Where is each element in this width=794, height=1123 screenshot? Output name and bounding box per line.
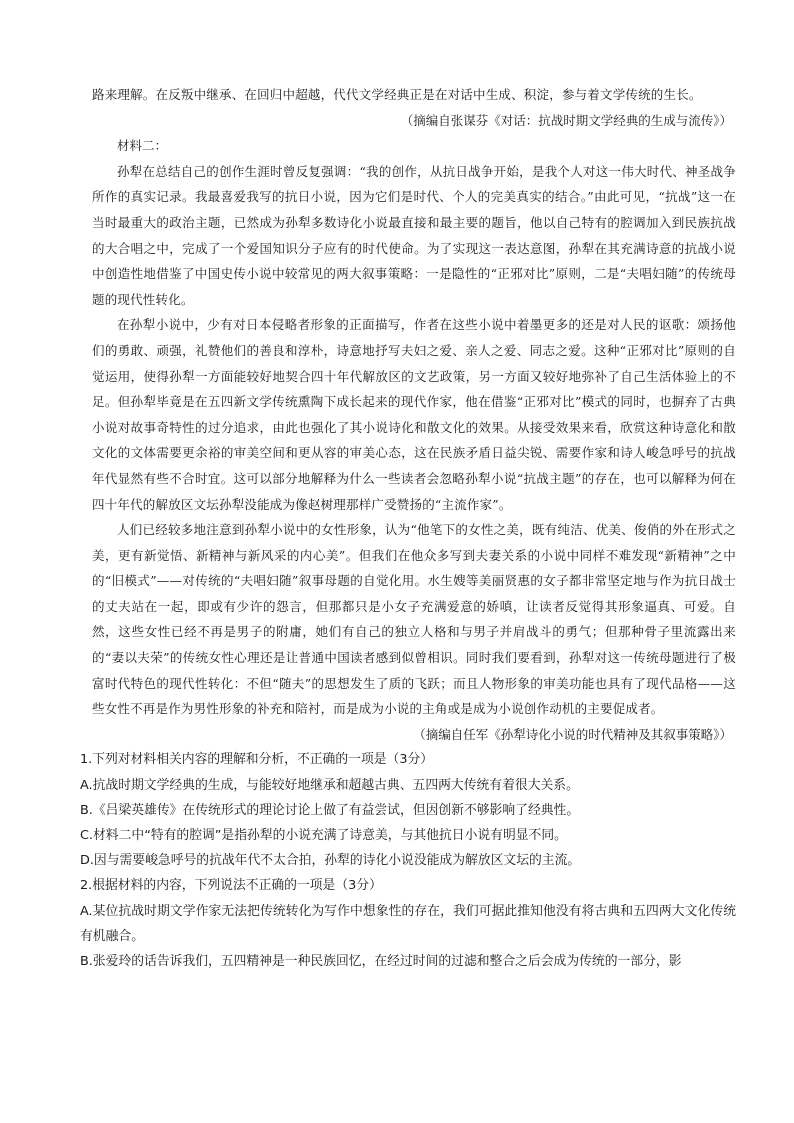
question-1	[80, 747, 736, 873]
question-1-option-c: C.材料二中“特有的腔调”是指孙犁的小说充满了诗意美，与其他抗日小说有明显不同。	[80, 828, 567, 844]
question-2	[80, 873, 736, 974]
material-2-paragraph-3: 人们已经较多地注意到孙犁小说中的女性形象，认为“他笔下的女性之美，既有纯洁、优美、俊俏的外在形式之美，更有新觉悟、新精神与新风采的内心美”。但我们在他众多写到夫妻关系的小说中同样不难发现“新精神”之中的“旧模式”——对传统的“夫唱妇随”叙事母题的自觉化用。水生嫂等美丽贤惠的女子都非常坚定地与作为抗日战士的丈夫站在一起，即或有少许的怨言，但那都只是小女子充满爱意的娇嗔，让读者反觉得其形象逼真、可爱。自然，这些女性已经不再是男子的附庸，她们有自己的独立人格和与男子并肩战斗的勇气；但那种骨子里流露出来的“妻以夫荣”的传统女性心理还是让普通中国读者感到似曾相识。同时我们要看到，孙犁对这一传统母题进行了极富时代特色的现代性转化：不但“随夫”的思想发生了质的飞跃；而且人物形象的审美功能也具有了现代品格——这些女性不再是作为男性形象的补充和陪衬，而是成为小说的主角或是成为小说创作动机的主要促成者。	[92, 522, 736, 717]
question-1-option-d: D.因与需要峻急呼号的抗战年代不太合拍，孙犁的诗化小说没能成为解放区文坛的主流。	[80, 853, 581, 869]
material-2-paragraph-2: 在孙犁小说中，少有对日本侵略者形象的正面描写，作者在这些小说中着墨更多的还是对人民的讴歌：颂扬他们的勇敢、顽强，礼赞他们的善良和淳朴，诗意地抒写夫妇之爱、亲人之爱、同志之爱。这种“正邪对比”原则的自觉运用，使得孙犁一方面能较好地契合四十年代解放区的文艺政策，另一方面又较好地弥补了自己生活体验上的不足。但孙犁毕竟是在五四新文学传统熏陶下成长起来的现代作家，他在借鉴“正邪对比”模式的同时，也摒弃了古典小说对故事奇特性的过分追求，由此也强化了其小说诗化和散文化的效果。从接受效果来看，欣赏这种诗意化和散文化的文体需要更余裕的审美空间和更从容的审美心态，这在民族矛盾日益尖锐、需要作家和诗人峻急呼号的抗战年代显然有些不合时宜。这可以部分地解释为什么一些读者会忽略孙犁小说“抗战主题”的存在，也可以解释为何在四十年代的解放区文坛孙犁没能成为像赵树理那样广受赞扬的“主流作家”。	[92, 317, 736, 512]
material-2-heading: 材料二：	[117, 138, 168, 154]
question-2-option-b: B.张爱玲的话告诉我们，五四精神是一种民族回忆，在经过时间的过滤和整合之后会成为传统的一部分，影	[80, 954, 682, 970]
passage-continuation: 路来理解。在反叛中继承、在回归中超越，代代文学经典正是在对话中生成、积淀，参与着文学传统的生长。	[92, 87, 702, 102]
source-citation-1: （摘编自张谋芬《对话：抗战时期文学经典的生成与流传》）	[400, 112, 732, 128]
question-2-stem: 2.根据材料的内容，下列说法不正确的一项是（3分）	[80, 878, 382, 894]
source-citation-2: （摘编自任军《孙犁诗化小说的时代精神及其叙事策略》）	[413, 726, 732, 742]
question-2-option-a: A.某位抗战时期文学作家无法把传统转化为写作中想象性的存在，我们可据此推知他没有将古典和五四两大文化传统有机融合。	[80, 903, 736, 944]
material-2-paragraph-1: 孙犁在总结自己的创作生涯时曾反复强调：“我的创作，从抗日战争开始，是我个人对这一伟大时代、神圣战争所作的真实记录。我最喜爱我写的抗日小说，因为它们是时代、个人的完美真实的结合。”由此可见，“抗战”这一在当时最重大的政治主题，已然成为孙犁多数诗化小说最直接和最主要的题旨，他以自己特有的腔调加入到民族抗战的大合唱之中，完成了一个爱国知识分子应有的时代使命。为了实现这一表达意图，孙犁在其充满诗意的抗战小说中创造性地借鉴了中国史传小说中较常见的两大叙事策略：一是隐性的“正邪对比”原则，二是“夫唱妇随”的传统母题的现代性转化。	[92, 163, 736, 307]
question-1-option-a: A.抗战时期文学经典的生成，与能较好地继承和超越古典、五四两大传统有着很大关系。	[80, 777, 579, 793]
question-1-option-b: B.《吕梁英雄传》在传统形式的理论讨论上做了有益尝试，但因创新不够影响了经典性。	[80, 802, 580, 818]
question-1-stem: 1.下列对材料相关内容的理解和分析，不正确的一项是（3分）	[80, 752, 434, 768]
